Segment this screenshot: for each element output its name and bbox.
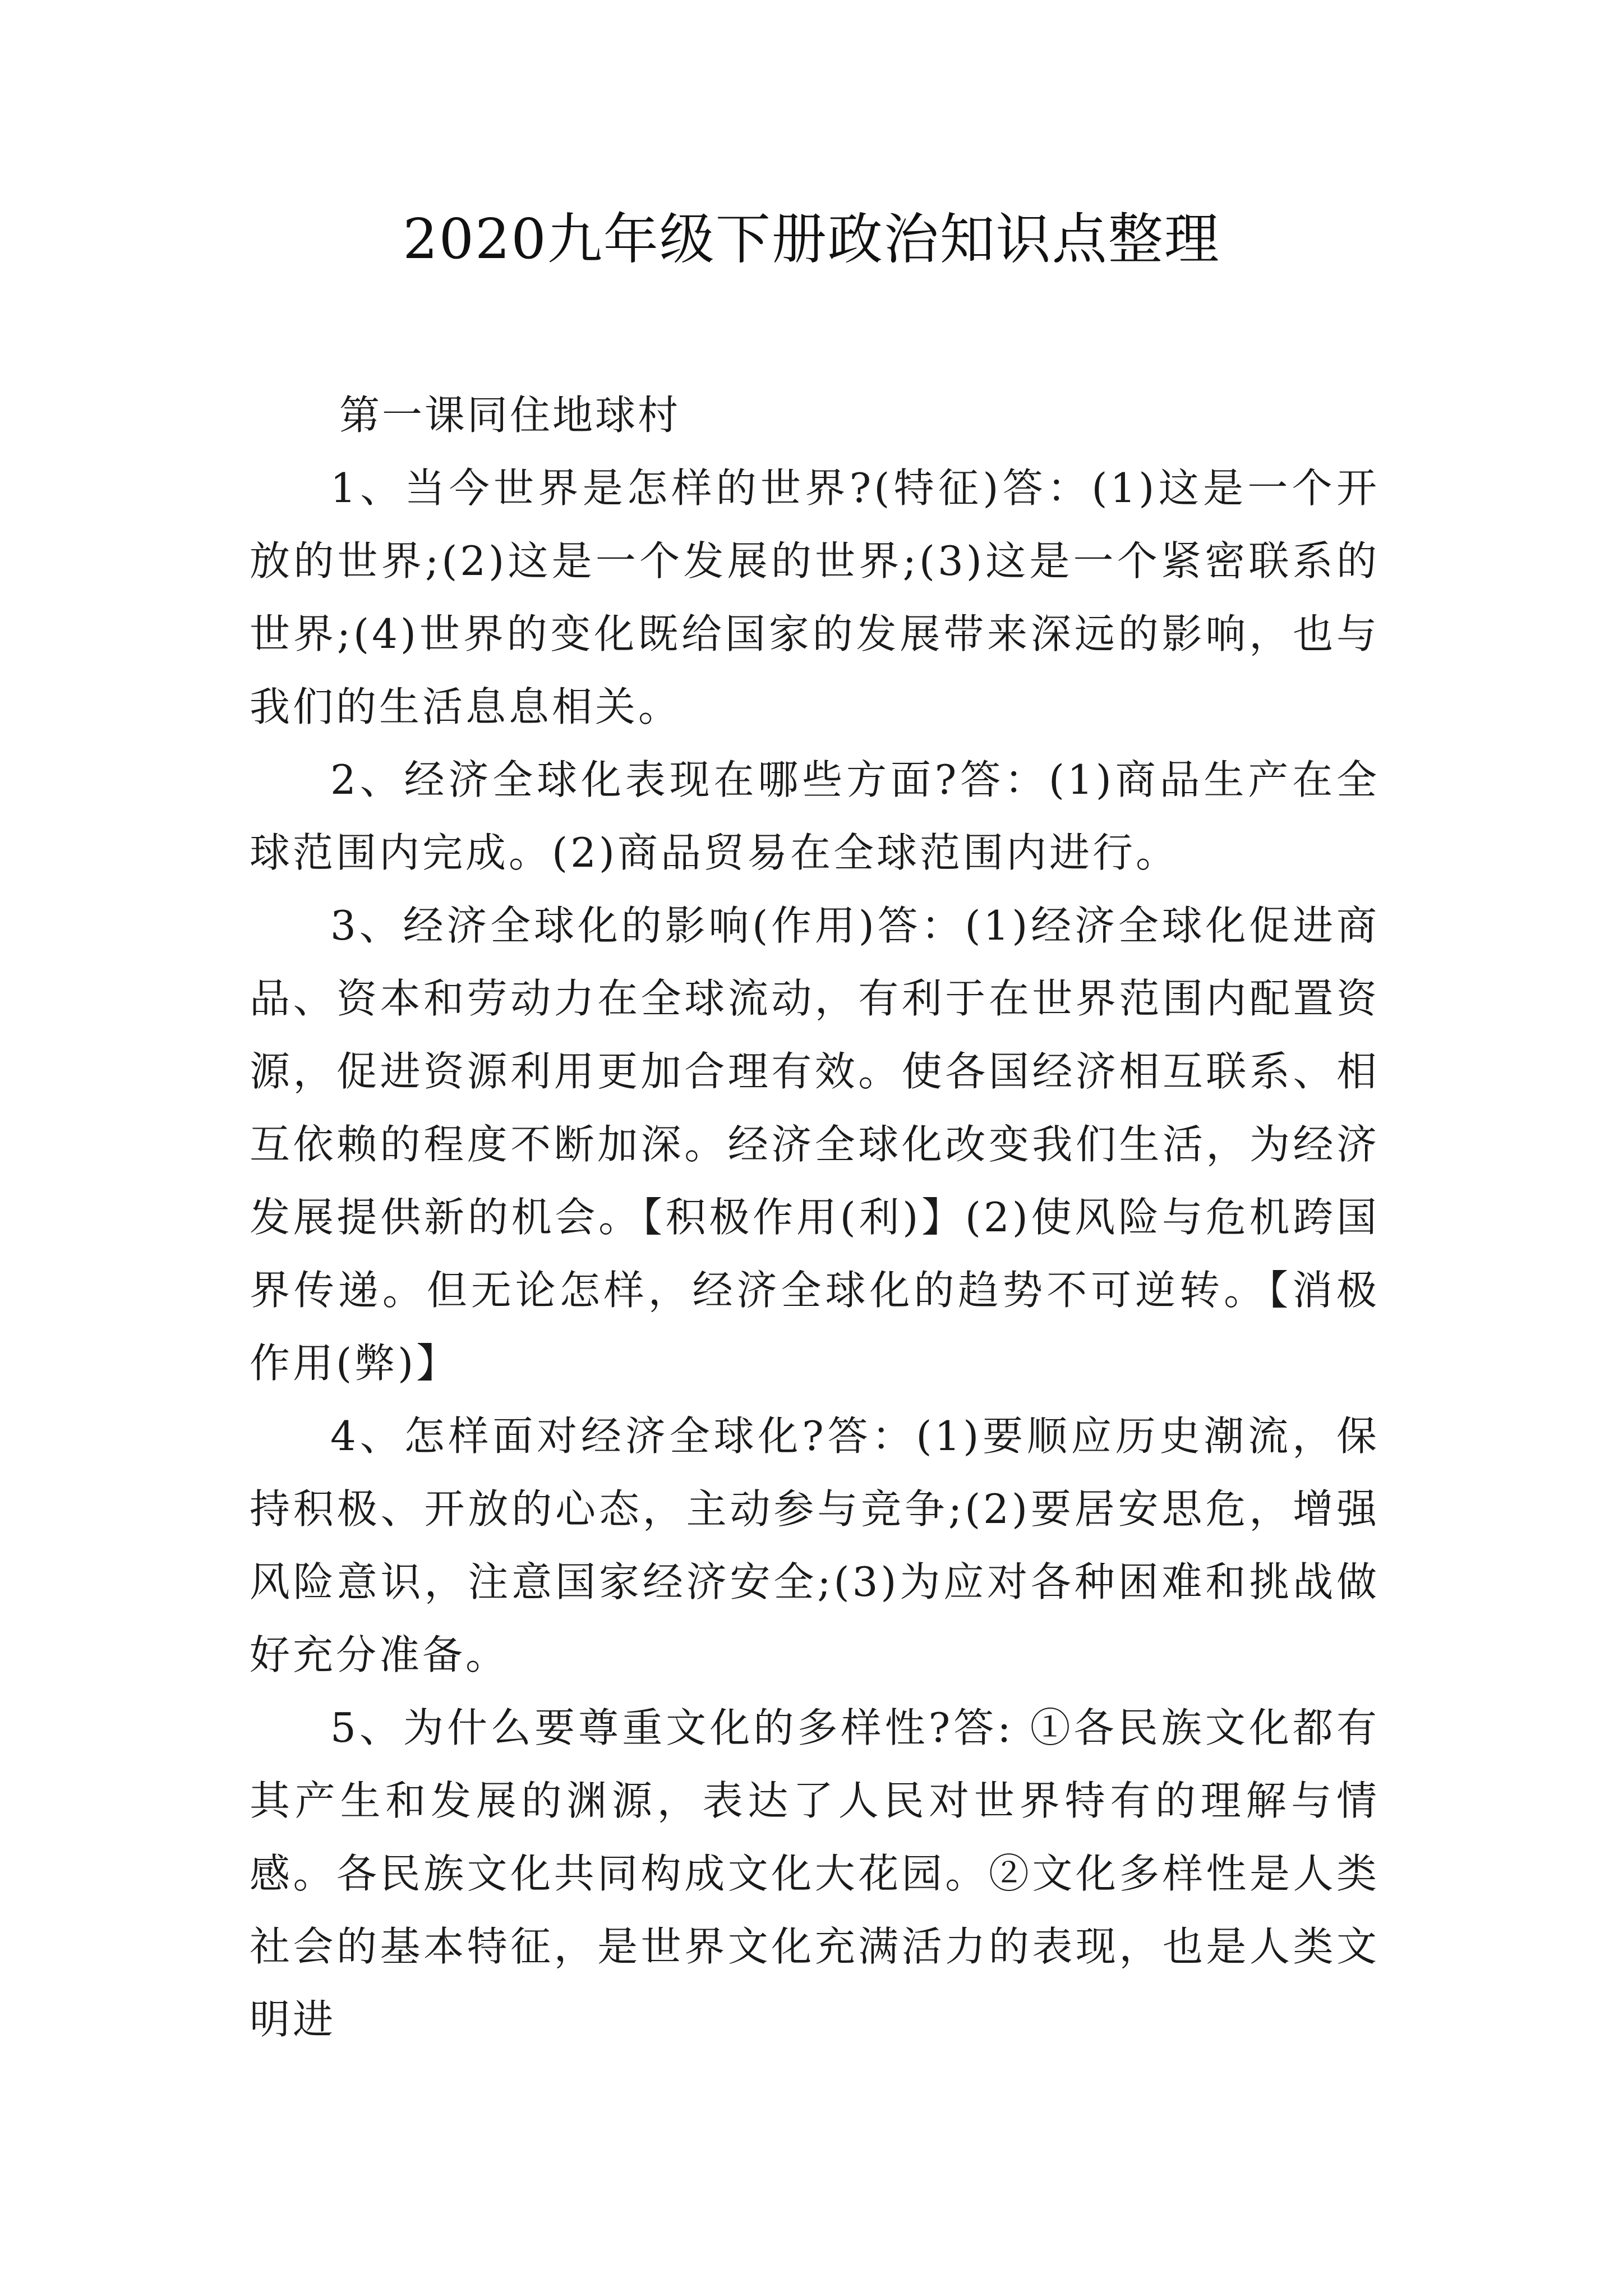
paragraph-4: 4、怎样面对经济全球化?答：(1)要顺应历史潮流，保持积极、开放的心态，主动参与竞争;(2)要居安思危，增强风险意识，注意国家经济安全;(3)为应对各种困难和挑战做好充分准备。 bbox=[250, 1412, 1380, 1678]
paragraph-3: 3、经济全球化的影响(作用)答：(1)经济全球化促进商品、资本和劳动力在全球流动，有利于在世界范围内配置资源，促进资源利用更加合理有效。使各国经济相互联系、相互依赖的程度不断加深。经济全球化改变我们生活，为经济发展提供新的机会。【积极作用(利)】(2)使风险与危机跨国界传递。但无论怎样，经济全球化的趋势不可逆转。【消极作用(弊)】 bbox=[250, 902, 1380, 1387]
paragraph-1: 1、当今世界是怎样的世界?(特征)答：(1)这是一个开放的世界;(2)这是一个发展的世界;(3)这是一个紧密联系的世界;(4)世界的变化既给国家的发展带来深远的影响，也与我们的生活息息相关。 bbox=[250, 464, 1380, 730]
paragraph-2: 2、经济全球化表现在哪些方面?答：(1)商品生产在全球范围内完成。(2)商品贸易在全球范围内进行。 bbox=[250, 756, 1380, 876]
document-title: 2020九年级下册政治知识点整理 bbox=[403, 208, 1220, 272]
paragraph-5: 5、为什么要尊重文化的多样性?答: ①各民族文化都有其产生和发展的渊源，表达了人民对世界特有的理解与情感。各民族文化共同构成文化大花园。②文化多样性是人类社会的基本特征，是世界文化充满活力的表现，也是人类文明进 bbox=[250, 1704, 1380, 2043]
document-body bbox=[250, 379, 1380, 2056]
lesson-heading: 第一课同住地球村 bbox=[339, 392, 681, 439]
